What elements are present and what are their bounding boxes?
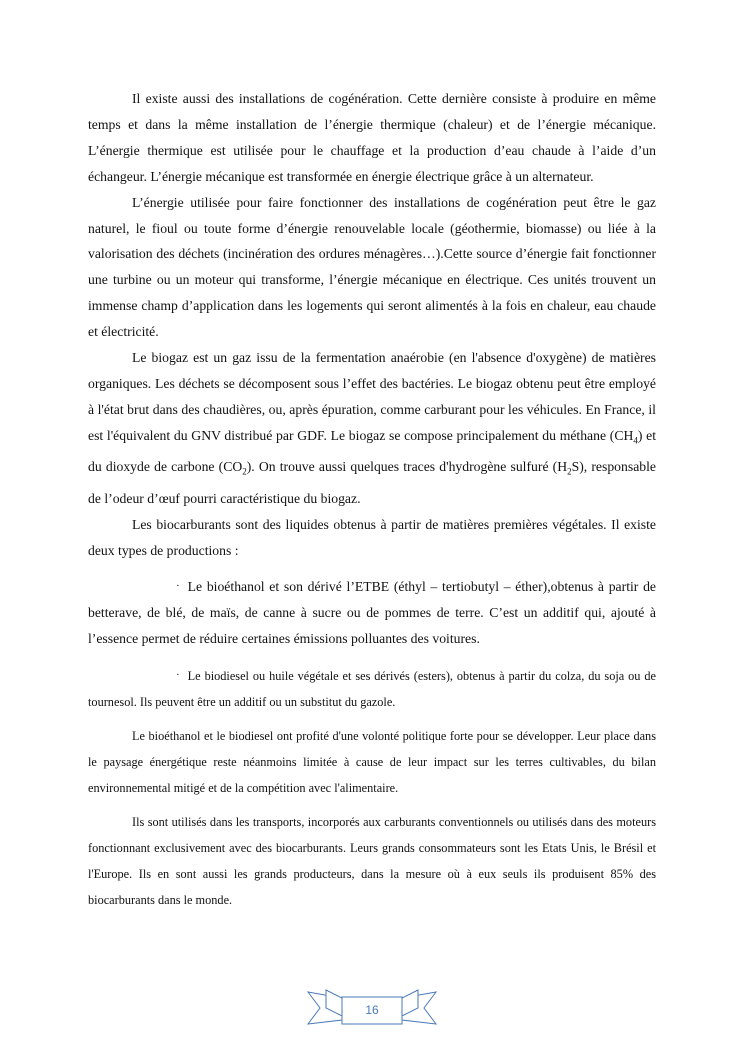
bullet-dot-icon: · — [176, 579, 180, 592]
paragraph-cogeneration-energy: L’énergie utilisée pour faire fonctionner des installations de cogénération peut être le gaz naturel, le fioul ou toute forme d’énergie renouvelable locale (géothermie, biomasse) ou liée à la valorisation des déchets (incinération des ordures ménagères…).Cette source d’énergie fait fonctionner une turbine ou un moteur qui transforme, l’énergie mécanique en électrique. Ces unités trouvent un immense champ d’application dans les logements qui seront alimentés à la fois en chaleur, eau chaude et électricité. — [88, 194, 656, 340]
chemical-subscript: 2 — [567, 467, 572, 478]
bullet-dot-icon: · — [176, 668, 180, 681]
chemical-subscript: 4 — [633, 435, 638, 446]
page-footer — [0, 986, 744, 1028]
paragraph-cogeneration: Il existe aussi des installations de cogénération. Cette dernière consiste à produire en même temps et dans la même installation de l’énergie thermique (chaleur) et de l’énergie mécanique. L’énergie thermique est utilisée pour le chauffage et la production d’eau chaude à l’aide d’un échangeur. L’énergie mécanique est transformée en énergie électrique grâce à un alternateur. — [88, 91, 656, 184]
bullet-biodiesel — [88, 662, 656, 715]
paragraph-biogaz: Le biogaz est un gaz issu de la fermentation anaérobie (en l'absence d'oxygène) de matières organiques. Les déchets se décomposent sous l’effet des bactéries. Le biogaz obtenu peut être employé à l'état brut dans des chaudières, ou, après épuration, comme carburant pour les véhicules. En France, il est l'équivalent du GNV distribué par GDF. Le biogaz se compose principalement du méthane $(CH_4)$ et du dioxyde de carbone $(CO_2)$. On trouve aussi quelques traces d'hydrogène sulfuré $(H_2S)$, responsable de l’odeur d’œuf pourri caractéristique du biogaz. — [88, 350, 656, 507]
paragraph-transports: Ils sont utilisés dans les transports, incorporés aux carburants conventionnels ou utilisés dans des moteurs fonctionnant exclusivement avec des biocarburants. Leurs grands consommateurs sont les Etats Unis, le Brésil et l'Europe. Ils en sont aussi les grands producteurs, dans la mesure où à eux seuls ils produisent 85% des biocarburants dans le monde. — [88, 814, 656, 907]
page-body — [88, 86, 656, 913]
page-number: 16 — [365, 1003, 379, 1017]
paragraph-politique: Le bioéthanol et le biodiesel ont profité d'une volonté politique forte pour se développer. Leur place dans le paysage énergétique reste néanmoins limitée à cause de leur impact sur les terres cultivables, du bilan environnemental mitigé et de la compétition avec l'alimentaire. — [88, 728, 656, 795]
bullet-text: Le bioéthanol et son dérivé l’ETBE (éthyl – tertiobutyl – éther),obtenus à partir de betterave, de blé, de maïs, de canne à sucre ou de pommes de terre. C’est un additif qui, ajouté à l’essence permet de réduire certaines émissions polluantes des voitures. — [88, 578, 656, 646]
bullet-bioethanol — [88, 574, 656, 652]
paragraph-biocarburants: Les biocarburants sont des liquides obtenus à partir de matières premières végétales. Il existe deux types de productions : — [88, 516, 656, 558]
chemical-subscript: 2 — [242, 467, 247, 478]
bullet-text: Le biodiesel ou huile végétale et ses dérivés (esters), obtenus à partir du colza, du soja ou de tournesol. Ils peuvent être un additif ou un substitut du gazole. — [88, 668, 656, 709]
